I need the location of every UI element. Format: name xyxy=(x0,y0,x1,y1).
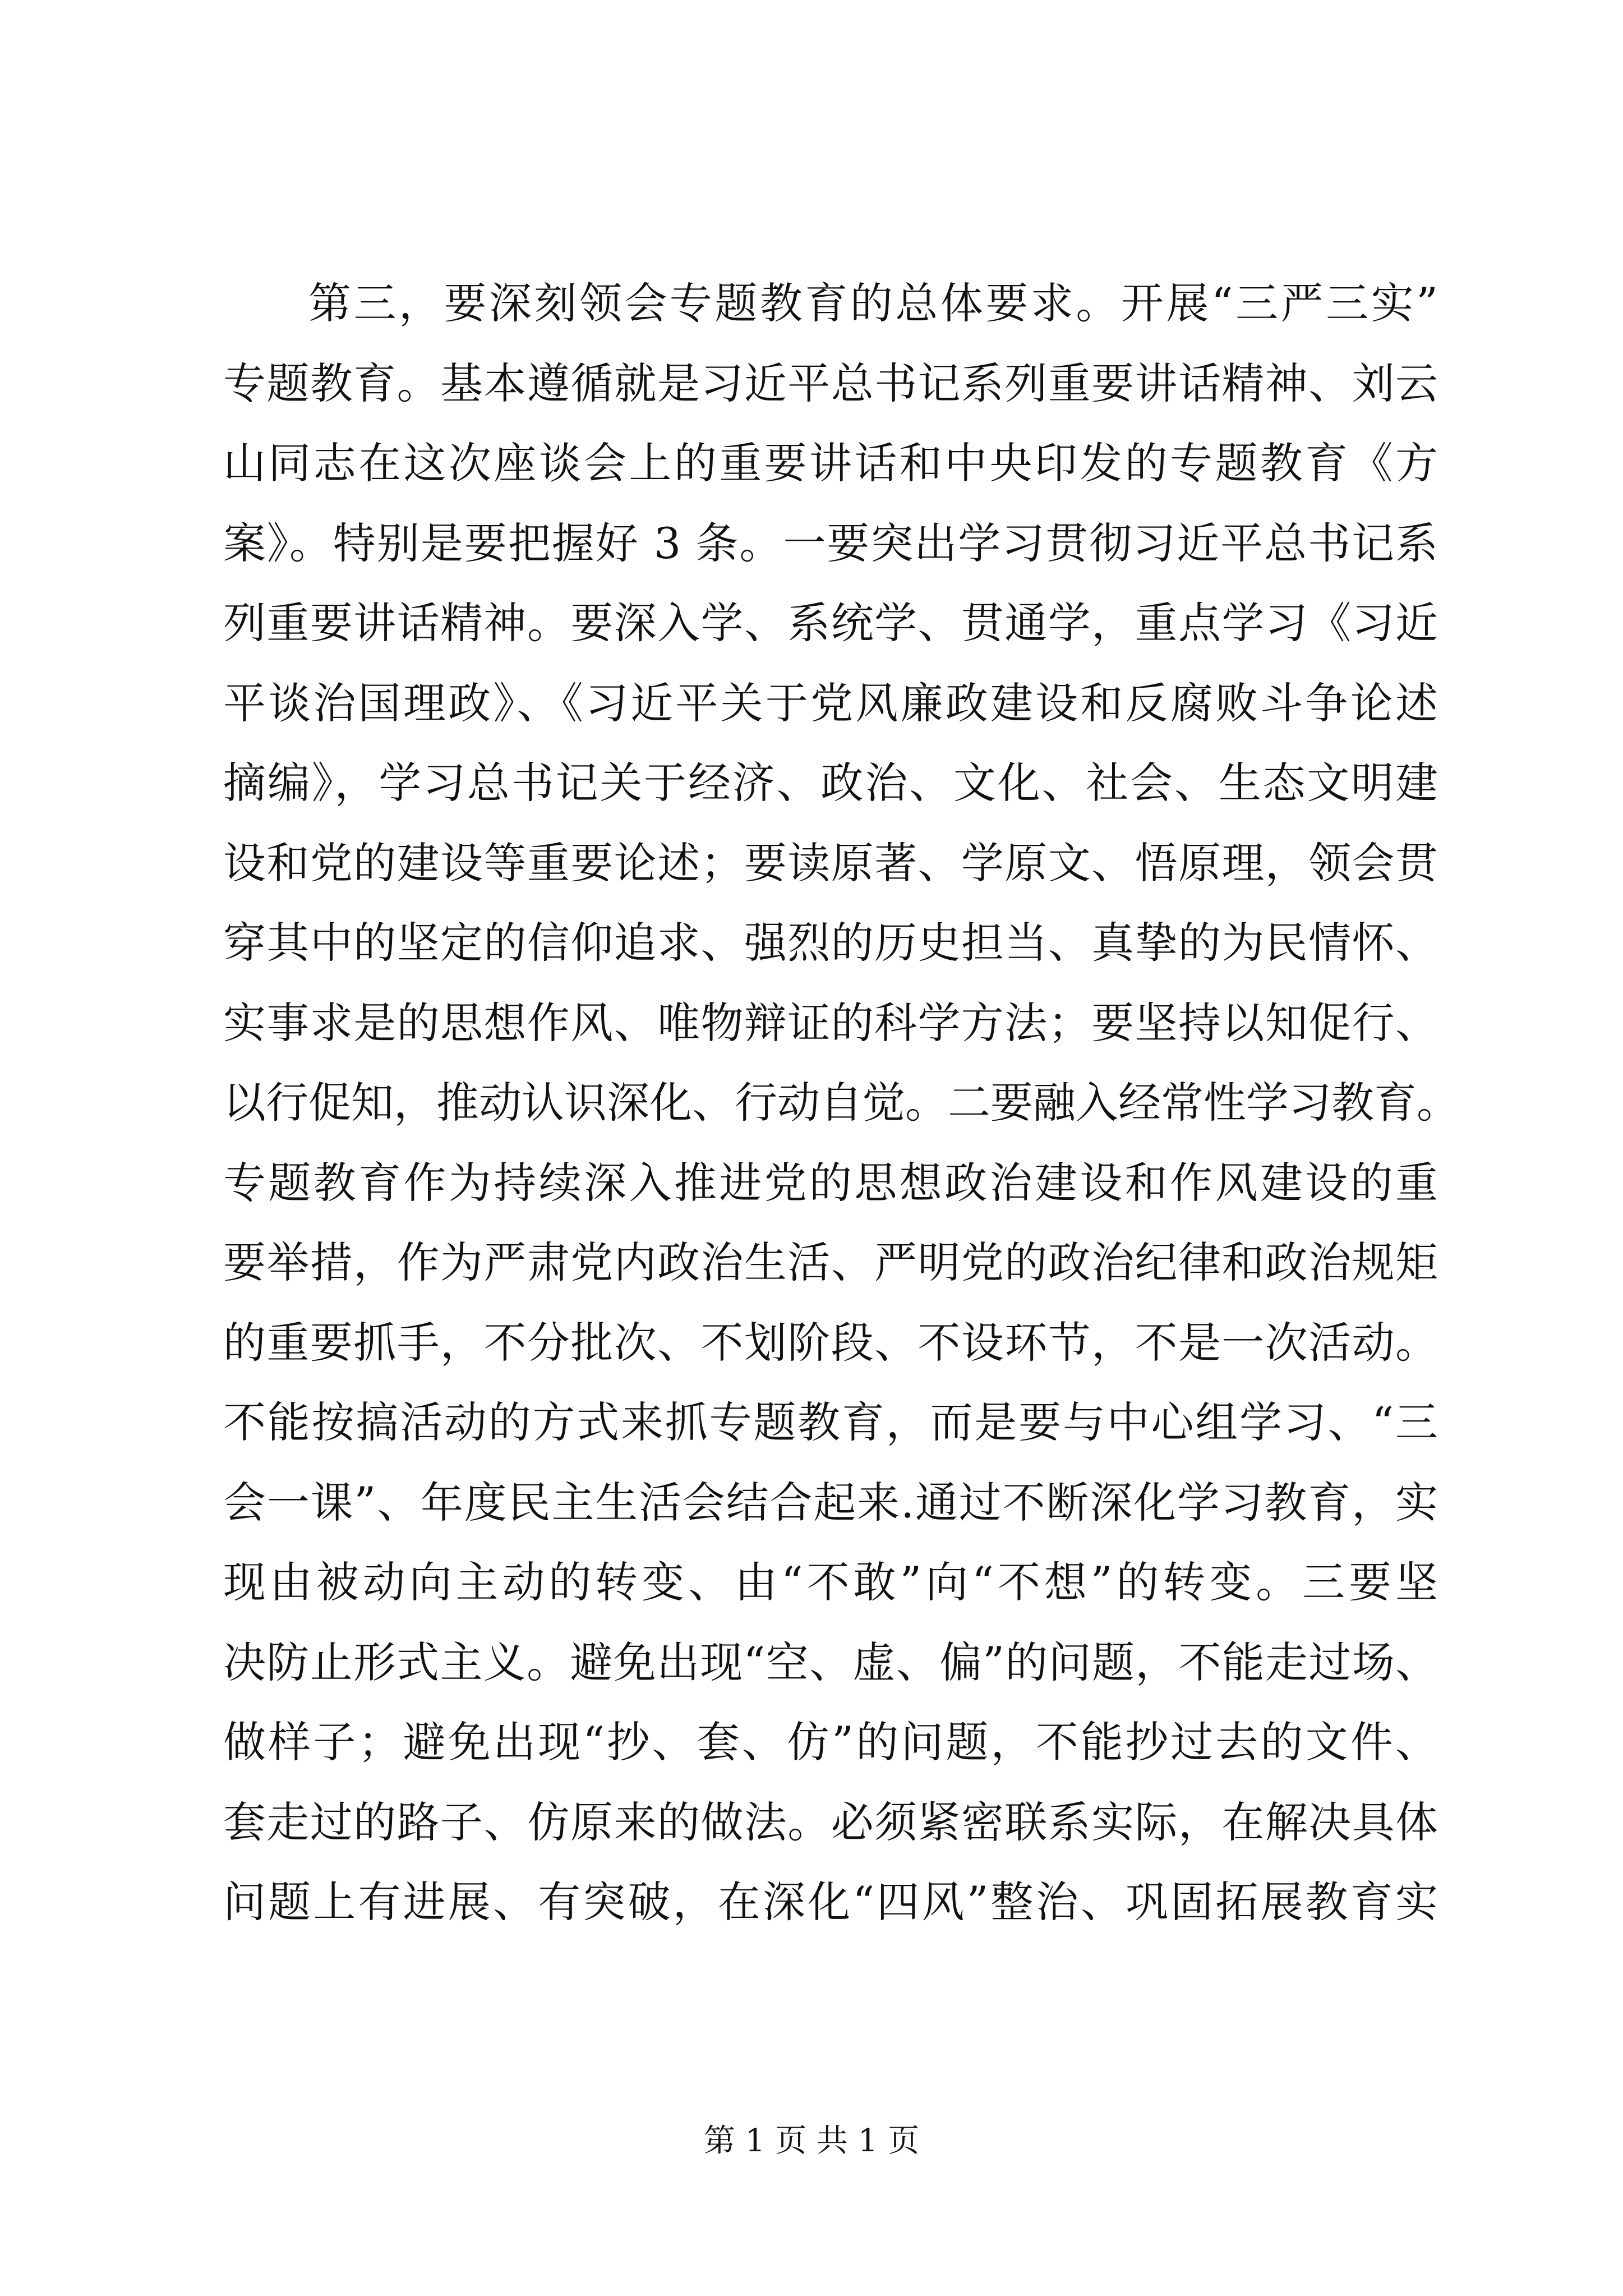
paragraph-line: 穿其中的坚定的信仰追求、强烈的历史担当、真挚的为民情怀、 xyxy=(223,918,1438,968)
paragraph-line: 第三，要深刻领会专题教育的总体要求。开展“三严三实” xyxy=(308,278,1438,328)
paragraph-line: 专题教育作为持续深入推进党的思想政治建设和作风建设的重 xyxy=(223,1157,1438,1208)
paragraph-line: 案》。特别是要把握好 3 条。一要突出学习贯彻习近平总书记系 xyxy=(223,518,1438,568)
page-footer: 第 1 页 共 1 页 xyxy=(703,2123,920,2159)
paragraph-line: 的重要抓手，不分批次、不划阶段、不设环节，不是一次活动。 xyxy=(223,1317,1438,1368)
paragraph-line: 决防止形式主义。避免出现“空、虚、偏”的问题，不能走过场、 xyxy=(223,1637,1438,1687)
paragraph-line: 要举措，作为严肃党内政治生活、严明党的政治纪律和政治规矩 xyxy=(223,1237,1438,1287)
paragraph-line: 设和党的建设等重要论述；要读原著、学原文、悟原理，领会贯 xyxy=(223,838,1438,888)
paragraph-line: 列重要讲话精神。要深入学、系统学、贯通学，重点学习《习近 xyxy=(223,598,1438,648)
paragraph-line: 专题教育。基本遵循就是习近平总书记系列重要讲话精神、刘云 xyxy=(223,358,1438,408)
body-paragraph xyxy=(223,264,1459,1943)
paragraph-line: 实事求是的思想作风、唯物辩证的科学方法；要坚持以知促行、 xyxy=(223,997,1438,1048)
paragraph-line: 平谈治国理政》、《习近平关于党风廉政建设和反腐败斗争论述 xyxy=(223,678,1438,728)
paragraph-line: 现由被动向主动的转变、由“不敢”向“不想”的转变。三要坚 xyxy=(223,1557,1438,1607)
paragraph-line: 会一课”、年度民主生活会结合起来.通过不断深化学习教育，实 xyxy=(223,1477,1438,1527)
paragraph-line: 摘编》，学习总书记关于经济、政治、文化、社会、生态文明建 xyxy=(223,758,1438,808)
paragraph-line: 不能按搞活动的方式来抓专题教育，而是要与中心组学习、“三 xyxy=(223,1397,1438,1447)
paragraph-line: 问题上有进展、有突破，在深化“四风”整治、巩固拓展教育实 xyxy=(223,1877,1438,1927)
paragraph-line: 以行促知，推动认识深化、行动自觉。二要融入经常性学习教育。 xyxy=(223,1078,1459,1128)
paragraph-line: 做样子；避免出现“抄、套、仿”的问题，不能抄过去的文件、 xyxy=(223,1717,1438,1767)
paragraph-line: 山同志在这次座谈会上的重要讲话和中央印发的专题教育《方 xyxy=(223,438,1438,488)
paragraph-line: 套走过的路子、仿原来的做法。必须紧密联系实际，在解决具体 xyxy=(223,1797,1438,1847)
